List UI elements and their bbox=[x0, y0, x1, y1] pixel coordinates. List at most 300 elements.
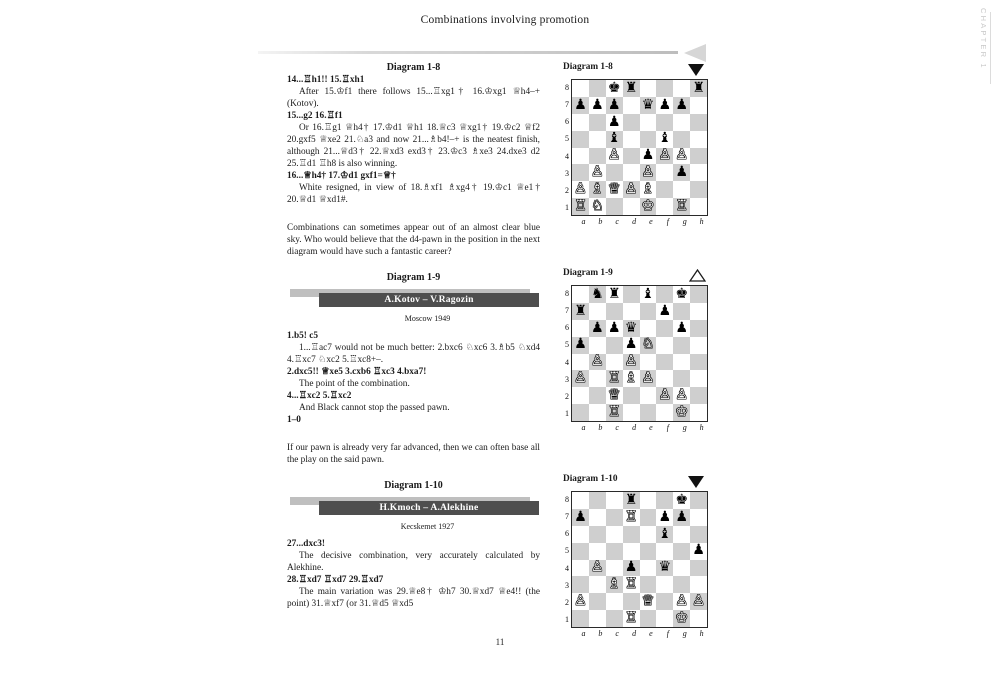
board-square-h2[interactable] bbox=[690, 387, 707, 404]
board-square-a5[interactable] bbox=[572, 543, 589, 560]
board-square-h6[interactable] bbox=[690, 526, 707, 543]
board-square-f7[interactable] bbox=[656, 97, 673, 114]
board-square-e1[interactable] bbox=[640, 404, 657, 421]
board-square-g6[interactable] bbox=[673, 526, 690, 543]
board-square-e7[interactable] bbox=[640, 509, 657, 526]
piece-wq: ♕ bbox=[607, 387, 621, 404]
rank-labels bbox=[563, 491, 571, 628]
board-square-a6[interactable] bbox=[572, 526, 589, 543]
move-line: 28.♖xd7 ♖xd7 29.♖xd7 bbox=[287, 574, 384, 585]
board-square-e8[interactable] bbox=[640, 492, 657, 509]
board-square-e4[interactable] bbox=[640, 354, 657, 371]
move-line: 15...g2 16.♖f1 bbox=[287, 110, 343, 121]
move-line: 1.b5! c5 bbox=[287, 330, 318, 341]
board-square-d2[interactable] bbox=[623, 181, 640, 198]
board-square-g1[interactable] bbox=[673, 198, 690, 215]
rank-label: 7 bbox=[565, 100, 569, 110]
piece-bp: ♟ bbox=[675, 164, 689, 181]
board-square-h5[interactable] bbox=[690, 337, 707, 354]
board-square-d3[interactable] bbox=[623, 370, 640, 387]
game-banner-event: Moscow 1949 bbox=[404, 313, 451, 323]
board-square-a1[interactable] bbox=[572, 404, 589, 421]
board-square-a2[interactable] bbox=[572, 387, 589, 404]
board-square-b8[interactable] bbox=[589, 286, 606, 303]
board-square-d7[interactable] bbox=[623, 303, 640, 320]
board-square-c5[interactable] bbox=[606, 543, 623, 560]
board-square-d4[interactable] bbox=[623, 354, 640, 371]
board-with-coordinates bbox=[563, 491, 708, 628]
board-square-a6[interactable] bbox=[572, 320, 589, 337]
paragraph-spacer bbox=[287, 259, 540, 272]
board-square-d3[interactable] bbox=[623, 164, 640, 181]
board-square-a4[interactable] bbox=[572, 560, 589, 577]
file-label: a bbox=[581, 629, 586, 638]
annotation-paragraph: White resigned, in view of 18.♗xf1 ♗xg4† 19.♔c1 ♕e1† 20.♕d1 ♕xd1#. bbox=[287, 182, 540, 205]
board-square-c2[interactable] bbox=[606, 181, 623, 198]
board-square-h5[interactable] bbox=[690, 543, 707, 560]
board-square-g3[interactable] bbox=[673, 576, 690, 593]
file-label: h bbox=[699, 629, 704, 638]
board-square-c6[interactable] bbox=[606, 526, 623, 543]
file-label: c bbox=[615, 217, 619, 226]
piece-bp: ♟ bbox=[590, 96, 604, 113]
board-square-f8[interactable] bbox=[656, 286, 673, 303]
board-square-g8[interactable] bbox=[673, 80, 690, 97]
board-square-b1[interactable] bbox=[589, 404, 606, 421]
board-square-d2[interactable] bbox=[623, 387, 640, 404]
piece-wp: ♙ bbox=[624, 181, 638, 198]
piece-bp: ♟ bbox=[675, 319, 689, 336]
board-square-c6[interactable] bbox=[606, 114, 623, 131]
board-square-e5[interactable] bbox=[640, 543, 657, 560]
board-square-b8[interactable] bbox=[589, 492, 606, 509]
chess-board bbox=[571, 285, 708, 422]
board-square-c5[interactable] bbox=[606, 131, 623, 148]
file-label: b bbox=[598, 423, 603, 432]
piece-bb: ♝ bbox=[658, 525, 672, 542]
board-square-g5[interactable] bbox=[673, 131, 690, 148]
piece-wk: ♔ bbox=[641, 197, 655, 214]
piece-wn: ♘ bbox=[590, 197, 604, 214]
board-square-a6[interactable] bbox=[572, 114, 589, 131]
board-square-e7[interactable] bbox=[640, 303, 657, 320]
board-square-h3[interactable] bbox=[690, 370, 707, 387]
annotation-paragraph: 1...♖ac7 would not be much better: 2.bxc6 ♘xc6 3.♗b5 ♘xd4 4.♖xc7 ♘xc2 5.♖xc8+–. bbox=[287, 342, 540, 365]
board-square-h2[interactable] bbox=[690, 181, 707, 198]
board-square-c2[interactable] bbox=[606, 387, 623, 404]
rank-label: 7 bbox=[565, 512, 569, 522]
board-square-d6[interactable] bbox=[623, 320, 640, 337]
board-square-e1[interactable] bbox=[640, 610, 657, 627]
board-square-f3[interactable] bbox=[656, 576, 673, 593]
diagram-column bbox=[563, 62, 708, 638]
board-square-d7[interactable] bbox=[623, 97, 640, 114]
board-square-f3[interactable] bbox=[656, 370, 673, 387]
annotation-paragraph: The main variation was 29.♕e8† ♔h7 30.♕xd7 ♕e4!! (the point) 31.♕xf7 (or 31.♕d5 ♕xd5 bbox=[287, 586, 540, 609]
board-square-h8[interactable] bbox=[690, 286, 707, 303]
file-label: d bbox=[632, 217, 637, 226]
piece-bp: ♟ bbox=[624, 336, 638, 353]
board-square-a8[interactable] bbox=[572, 286, 589, 303]
piece-wp: ♙ bbox=[641, 370, 655, 387]
board-square-g7[interactable] bbox=[673, 303, 690, 320]
file-label: c bbox=[615, 423, 619, 432]
board-square-b1[interactable] bbox=[589, 198, 606, 215]
board-square-e8[interactable] bbox=[640, 80, 657, 97]
board-square-f5[interactable] bbox=[656, 543, 673, 560]
board-square-b6[interactable] bbox=[589, 114, 606, 131]
board-square-h4[interactable] bbox=[690, 354, 707, 371]
board-square-h2[interactable] bbox=[690, 593, 707, 610]
board-square-e6[interactable] bbox=[640, 320, 657, 337]
board-square-f3[interactable] bbox=[656, 164, 673, 181]
file-label: f bbox=[666, 423, 669, 432]
header-rule-line bbox=[258, 51, 678, 54]
annotation-paragraph: Or 16.♖g1 ♕h4† 17.♔d1 ♕h1 18.♕c3 ♕xg1† 19.♔c2 ♕f2 20.gxf5 ♕xe2 21.♘a3 and now 21...♗b4!–+ is the neatest finish, although 21...♕d3† 22.♕xd3 exd3† 23.♔c3 ♗xe3 24.dxe3 d2 25.♖d1 ♖h8 is also winning. bbox=[287, 122, 540, 169]
board-square-d2[interactable] bbox=[623, 593, 640, 610]
board-square-c1[interactable] bbox=[606, 404, 623, 421]
piece-br: ♜ bbox=[624, 79, 638, 96]
board-square-f4[interactable] bbox=[656, 354, 673, 371]
chess-board bbox=[571, 79, 708, 216]
text-column bbox=[287, 62, 540, 611]
piece-wr: ♖ bbox=[607, 403, 621, 420]
piece-bk: ♚ bbox=[675, 285, 689, 302]
board-square-b3[interactable] bbox=[589, 370, 606, 387]
board-square-d8[interactable] bbox=[623, 286, 640, 303]
board-square-f2[interactable] bbox=[656, 387, 673, 404]
board-square-d5[interactable] bbox=[623, 543, 640, 560]
rank-label: 6 bbox=[565, 117, 569, 127]
board-square-h7[interactable] bbox=[690, 97, 707, 114]
board-square-a1[interactable] bbox=[572, 610, 589, 627]
board-square-h4[interactable] bbox=[690, 148, 707, 165]
board-square-c1[interactable] bbox=[606, 198, 623, 215]
board-square-a1[interactable] bbox=[572, 198, 589, 215]
diagram-label: Diagram 1-10 bbox=[563, 474, 618, 484]
board-square-a3[interactable] bbox=[572, 576, 589, 593]
annotation-paragraph: The point of the combination. bbox=[299, 378, 410, 389]
board-square-f6[interactable] bbox=[656, 114, 673, 131]
move-line: 27...dxc3! bbox=[287, 538, 325, 549]
board-square-f5[interactable] bbox=[656, 337, 673, 354]
chapter-tab-rule bbox=[990, 12, 991, 84]
board-square-d1[interactable] bbox=[623, 198, 640, 215]
paragraph-spacer bbox=[287, 427, 540, 443]
board-square-h6[interactable] bbox=[690, 320, 707, 337]
board-square-c8[interactable] bbox=[606, 80, 623, 97]
board-square-c1[interactable] bbox=[606, 610, 623, 627]
board-square-g2[interactable] bbox=[673, 387, 690, 404]
file-label: a bbox=[581, 423, 586, 432]
running-head: Combinations involving promotion bbox=[420, 14, 590, 26]
piece-wp: ♙ bbox=[658, 147, 672, 164]
board-square-f4[interactable] bbox=[656, 148, 673, 165]
board-square-b2[interactable] bbox=[589, 181, 606, 198]
rank-label: 8 bbox=[565, 289, 569, 298]
board-square-b5[interactable] bbox=[589, 337, 606, 354]
board-square-h7[interactable] bbox=[690, 303, 707, 320]
rank-label: 1 bbox=[565, 408, 569, 418]
board-square-a8[interactable] bbox=[572, 80, 589, 97]
board-square-b4[interactable] bbox=[589, 354, 606, 371]
chess-board bbox=[571, 491, 708, 628]
piece-bp: ♟ bbox=[675, 96, 689, 113]
board-square-f7[interactable] bbox=[656, 303, 673, 320]
move-line: 16...♕h4† 17.♔d1 gxf1=♕† bbox=[287, 170, 396, 181]
board-square-f1[interactable] bbox=[656, 198, 673, 215]
board-square-f2[interactable] bbox=[656, 593, 673, 610]
board-square-c4[interactable] bbox=[606, 560, 623, 577]
board-square-e5[interactable] bbox=[640, 131, 657, 148]
board-square-d6[interactable] bbox=[623, 526, 640, 543]
board-square-b3[interactable] bbox=[589, 576, 606, 593]
piece-wq: ♕ bbox=[641, 593, 655, 610]
file-label: a bbox=[581, 217, 586, 226]
rank-label: 7 bbox=[565, 306, 569, 316]
move-line: 1–0 bbox=[287, 414, 301, 425]
board-square-b6[interactable] bbox=[589, 526, 606, 543]
piece-bp: ♟ bbox=[641, 147, 655, 164]
board-square-a8[interactable] bbox=[572, 492, 589, 509]
file-label: b bbox=[598, 629, 603, 638]
rank-label: 4 bbox=[565, 151, 569, 161]
board-square-g4[interactable] bbox=[673, 148, 690, 165]
board-with-coordinates bbox=[563, 285, 708, 422]
board-square-g8[interactable] bbox=[673, 286, 690, 303]
game-banner bbox=[287, 497, 540, 521]
board-square-e4[interactable] bbox=[640, 148, 657, 165]
board-square-e2[interactable] bbox=[640, 181, 657, 198]
piece-bq: ♛ bbox=[624, 319, 638, 336]
board-square-g4[interactable] bbox=[673, 354, 690, 371]
board-grid bbox=[572, 492, 707, 627]
board-square-e4[interactable] bbox=[640, 560, 657, 577]
board-square-d4[interactable] bbox=[623, 560, 640, 577]
board-square-d8[interactable] bbox=[623, 492, 640, 509]
board-square-e6[interactable] bbox=[640, 114, 657, 131]
file-label: h bbox=[699, 217, 704, 226]
board-square-f5[interactable] bbox=[656, 131, 673, 148]
board-square-h1[interactable] bbox=[690, 198, 707, 215]
board-square-e8[interactable] bbox=[640, 286, 657, 303]
piece-wb: ♗ bbox=[607, 576, 621, 593]
piece-wp: ♙ bbox=[675, 593, 689, 610]
board-square-f1[interactable] bbox=[656, 404, 673, 421]
board-square-e2[interactable] bbox=[640, 593, 657, 610]
board-square-e7[interactable] bbox=[640, 97, 657, 114]
piece-wp: ♙ bbox=[658, 387, 672, 404]
board-square-g7[interactable] bbox=[673, 97, 690, 114]
board-square-g1[interactable] bbox=[673, 610, 690, 627]
file-label: e bbox=[649, 629, 653, 638]
board-square-c3[interactable] bbox=[606, 576, 623, 593]
board-square-f1[interactable] bbox=[656, 610, 673, 627]
board-grid bbox=[572, 286, 707, 421]
board-square-d5[interactable] bbox=[623, 337, 640, 354]
chess-diagram bbox=[563, 474, 708, 638]
board-square-a7[interactable] bbox=[572, 303, 589, 320]
board-square-a5[interactable] bbox=[572, 131, 589, 148]
board-square-h8[interactable] bbox=[690, 80, 707, 97]
board-square-b8[interactable] bbox=[589, 80, 606, 97]
diagram-label: Diagram 1-8 bbox=[563, 62, 613, 72]
piece-wn: ♘ bbox=[641, 336, 655, 353]
board-square-g5[interactable] bbox=[673, 337, 690, 354]
board-square-b2[interactable] bbox=[589, 593, 606, 610]
board-square-b4[interactable] bbox=[589, 560, 606, 577]
board-square-b1[interactable] bbox=[589, 610, 606, 627]
board-square-h3[interactable] bbox=[690, 164, 707, 181]
board-square-c7[interactable] bbox=[606, 303, 623, 320]
board-square-b5[interactable] bbox=[589, 131, 606, 148]
board-square-h6[interactable] bbox=[690, 114, 707, 131]
board-square-c3[interactable] bbox=[606, 370, 623, 387]
piece-wp: ♙ bbox=[590, 353, 604, 370]
board-square-a4[interactable] bbox=[572, 148, 589, 165]
board-square-f8[interactable] bbox=[656, 492, 673, 509]
board-square-h1[interactable] bbox=[690, 404, 707, 421]
rank-label: 3 bbox=[565, 168, 569, 178]
board-square-c3[interactable] bbox=[606, 164, 623, 181]
board-square-f2[interactable] bbox=[656, 181, 673, 198]
board-square-f8[interactable] bbox=[656, 80, 673, 97]
board-square-g4[interactable] bbox=[673, 560, 690, 577]
piece-wp: ♙ bbox=[574, 593, 587, 610]
board-square-e1[interactable] bbox=[640, 198, 657, 215]
annotation-paragraph: After 15.♔f1 there follows 15...♖xg1† 16.♔xg1 ♕h4–+ (Kotov). bbox=[287, 86, 540, 109]
piece-wr: ♖ bbox=[574, 197, 587, 214]
board-square-a4[interactable] bbox=[572, 354, 589, 371]
black-to-move-triangle-icon bbox=[688, 64, 704, 76]
rank-label: 2 bbox=[565, 391, 569, 401]
rank-label: 6 bbox=[565, 529, 569, 539]
piece-wr: ♖ bbox=[624, 576, 638, 593]
board-square-f4[interactable] bbox=[656, 560, 673, 577]
board-square-h7[interactable] bbox=[690, 509, 707, 526]
board-square-g3[interactable] bbox=[673, 370, 690, 387]
paragraph-spacer bbox=[287, 207, 540, 223]
page-number: 11 bbox=[495, 637, 505, 647]
board-square-h8[interactable] bbox=[690, 492, 707, 509]
board-square-h3[interactable] bbox=[690, 576, 707, 593]
board-square-b3[interactable] bbox=[589, 164, 606, 181]
diagram-caption: Diagram 1-10 bbox=[384, 479, 443, 491]
board-square-b7[interactable] bbox=[589, 509, 606, 526]
board-square-g8[interactable] bbox=[673, 492, 690, 509]
board-square-e3[interactable] bbox=[640, 576, 657, 593]
file-label: b bbox=[598, 217, 603, 226]
file-label: g bbox=[682, 629, 687, 638]
piece-bp: ♟ bbox=[675, 508, 689, 525]
board-square-b7[interactable] bbox=[589, 303, 606, 320]
board-square-c7[interactable] bbox=[606, 509, 623, 526]
board-square-c8[interactable] bbox=[606, 286, 623, 303]
board-square-d1[interactable] bbox=[623, 404, 640, 421]
board-square-d3[interactable] bbox=[623, 576, 640, 593]
board-square-h5[interactable] bbox=[690, 131, 707, 148]
board-square-b6[interactable] bbox=[589, 320, 606, 337]
chapter-tab-label: CHAPTER 1 bbox=[979, 8, 988, 70]
board-square-e3[interactable] bbox=[640, 164, 657, 181]
board-square-a2[interactable] bbox=[572, 181, 589, 198]
rank-label: 3 bbox=[565, 374, 569, 384]
board-square-c4[interactable] bbox=[606, 354, 623, 371]
board-square-a7[interactable] bbox=[572, 509, 589, 526]
board-square-c7[interactable] bbox=[606, 97, 623, 114]
board-square-g7[interactable] bbox=[673, 509, 690, 526]
board-square-d8[interactable] bbox=[623, 80, 640, 97]
board-square-g5[interactable] bbox=[673, 543, 690, 560]
board-square-f6[interactable] bbox=[656, 320, 673, 337]
board-square-d4[interactable] bbox=[623, 148, 640, 165]
board-square-c4[interactable] bbox=[606, 148, 623, 165]
board-square-c8[interactable] bbox=[606, 492, 623, 509]
board-square-c5[interactable] bbox=[606, 337, 623, 354]
piece-wr: ♖ bbox=[624, 609, 638, 626]
board-square-d1[interactable] bbox=[623, 610, 640, 627]
board-square-e3[interactable] bbox=[640, 370, 657, 387]
move-line: 14...♖h1!! 15.♖xh1 bbox=[287, 74, 365, 85]
board-square-e2[interactable] bbox=[640, 387, 657, 404]
board-square-a5[interactable] bbox=[572, 337, 589, 354]
board-square-g2[interactable] bbox=[673, 181, 690, 198]
board-square-f7[interactable] bbox=[656, 509, 673, 526]
board-square-g2[interactable] bbox=[673, 593, 690, 610]
board-square-g6[interactable] bbox=[673, 320, 690, 337]
piece-bb: ♝ bbox=[607, 130, 621, 147]
board-square-h4[interactable] bbox=[690, 560, 707, 577]
chess-diagram bbox=[563, 62, 708, 226]
board-square-g3[interactable] bbox=[673, 164, 690, 181]
board-square-d7[interactable] bbox=[623, 509, 640, 526]
board-square-h1[interactable] bbox=[690, 610, 707, 627]
piece-wp: ♙ bbox=[624, 353, 638, 370]
diagram-caption: Diagram 1-8 bbox=[386, 62, 441, 73]
board-square-b5[interactable] bbox=[589, 543, 606, 560]
board-square-e5[interactable] bbox=[640, 337, 657, 354]
file-label: e bbox=[649, 423, 653, 432]
board-square-d6[interactable] bbox=[623, 114, 640, 131]
piece-bp: ♟ bbox=[658, 96, 672, 113]
piece-bp: ♟ bbox=[658, 302, 672, 319]
board-square-c2[interactable] bbox=[606, 593, 623, 610]
board-square-b4[interactable] bbox=[589, 148, 606, 165]
board-square-a3[interactable] bbox=[572, 370, 589, 387]
rank-labels bbox=[563, 79, 571, 216]
board-square-b7[interactable] bbox=[589, 97, 606, 114]
board-square-c6[interactable] bbox=[606, 320, 623, 337]
piece-wp: ♙ bbox=[607, 147, 621, 164]
board-square-g1[interactable] bbox=[673, 404, 690, 421]
piece-bp: ♟ bbox=[574, 96, 587, 113]
board-square-a3[interactable] bbox=[572, 164, 589, 181]
board-square-g6[interactable] bbox=[673, 114, 690, 131]
game-banner-players: H.Kmoch – A.Alekhine bbox=[319, 501, 539, 515]
board-square-a2[interactable] bbox=[572, 593, 589, 610]
rank-label: 5 bbox=[565, 546, 569, 556]
diagram-header bbox=[563, 474, 708, 489]
piece-wr: ♖ bbox=[675, 197, 689, 214]
annotation-paragraph: The decisive combination, very accurately calculated by Alekhine. bbox=[287, 550, 540, 573]
piece-wp: ♙ bbox=[574, 181, 587, 198]
board-square-e6[interactable] bbox=[640, 526, 657, 543]
rank-label: 8 bbox=[565, 83, 569, 92]
board-square-d5[interactable] bbox=[623, 131, 640, 148]
board-square-b2[interactable] bbox=[589, 387, 606, 404]
board-square-a7[interactable] bbox=[572, 97, 589, 114]
board-square-f6[interactable] bbox=[656, 526, 673, 543]
